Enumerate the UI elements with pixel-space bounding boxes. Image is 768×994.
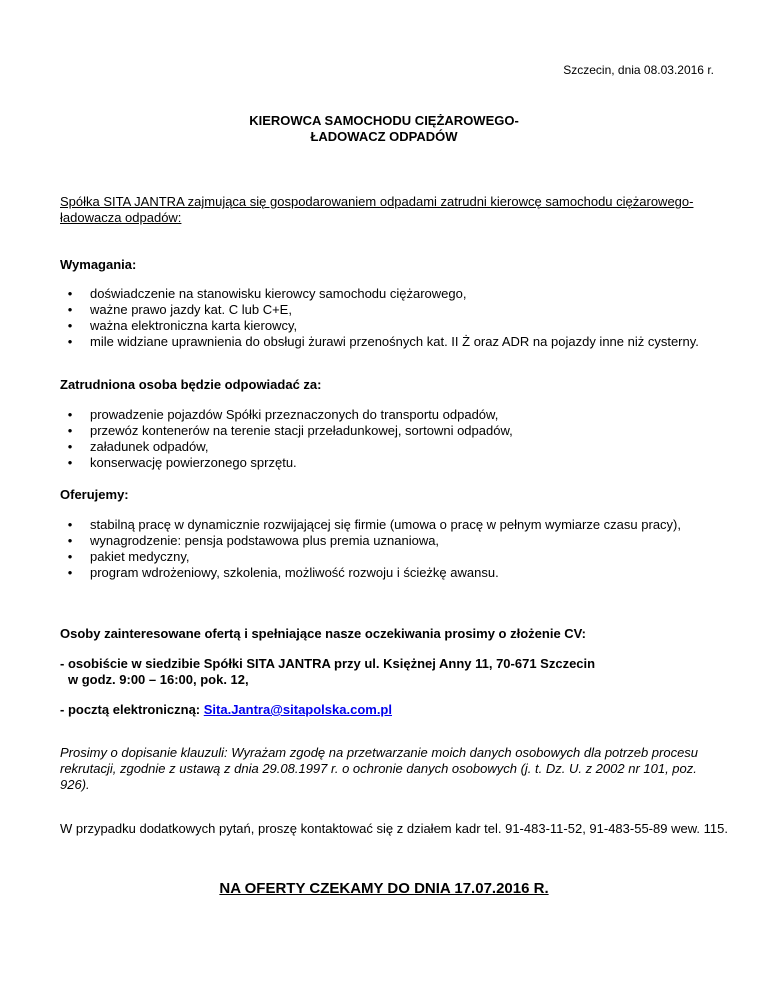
email-prefix: - pocztą elektroniczną: xyxy=(60,702,204,717)
offer-heading: Oferujemy: xyxy=(60,487,129,502)
list-item: • stabilną pracę w dynamicznie rozwijającej się firmie (umowa o pracę w pełnym wymiarze czasu pracy), xyxy=(60,517,720,533)
job-title xyxy=(0,113,768,145)
application-request: Osoby zainteresowane ofertą i spełniające nasze oczekiwania prosimy o złożenie CV: xyxy=(60,626,586,641)
bullet-icon: • xyxy=(67,565,73,580)
list-item: • załadunek odpadów, xyxy=(60,439,720,455)
list-item: • doświadczenie na stanowisku kierowcy samochodu ciężarowego, xyxy=(60,286,720,302)
list-item: • przewóz kontenerów na terenie stacji przeładunkowej, sortowni odpadów, xyxy=(60,423,720,439)
bullet-icon: • xyxy=(67,517,73,532)
list-item: • wynagrodzenie: pensja podstawowa plus premia uznaniowa, xyxy=(60,533,720,549)
application-in-person-line-2: w godz. 9:00 – 16:00, pok. 12, xyxy=(68,672,249,687)
bullet-icon: • xyxy=(67,286,73,301)
list-item: • ważne prawo jazdy kat. C lub C+E, xyxy=(60,302,720,318)
list-item: • pakiet medyczny, xyxy=(60,549,720,565)
job-title-line-2: ŁADOWACZ ODPADÓW xyxy=(310,129,458,144)
application-email-line xyxy=(60,702,720,718)
list-item: • ważna elektroniczna karta kierowcy, xyxy=(60,318,720,334)
job-title-line-1: KIEROWCA SAMOCHODU CIĘŻAROWEGO- xyxy=(249,113,519,128)
requirements-heading: Wymagania: xyxy=(60,257,137,272)
bullet-icon: • xyxy=(67,334,73,349)
list-item: • program wdrożeniowy, szkolenia, możliwość rozwoju i ścieżkę awansu. xyxy=(60,565,720,581)
requirements-list xyxy=(60,286,720,350)
bullet-icon: • xyxy=(67,549,73,564)
intro-paragraph: Spółka SITA JANTRA zajmująca się gospodarowaniem odpadami zatrudni kierowcę samochodu ciężarowego-ładowacza odpadów: xyxy=(60,194,694,225)
list-item: • konserwację powierzonego sprzętu. xyxy=(60,455,720,471)
application-in-person-line-1: - osobiście w siedzibie Spółki SITA JANTRA przy ul. Księżnej Anny 11, 70-671 Szczecin xyxy=(60,656,596,671)
privacy-clause: Prosimy o dopisanie klauzuli: Wyrażam zgodę na przetwarzanie moich danych osobowych dla potrzeb procesu rekrutacji, zgodnie z ustawą z dnia 29.08.1997 r. o ochronie danych osobowych (j. t. Dz. U. z 2002 nr 101, poz. 926). xyxy=(60,745,699,792)
deadline-notice: NA OFERTY CZEKAMY DO DNIA 17.07.2016 R. xyxy=(219,880,549,897)
bullet-icon: • xyxy=(67,455,73,470)
bullet-icon: • xyxy=(67,439,73,454)
responsibilities-heading: Zatrudniona osoba będzie odpowiadać za: xyxy=(60,377,322,392)
contact-info: W przypadku dodatkowych pytań, proszę kontaktować się z działem kadr tel. 91-483-11-52, 91-483-55-89 wew. 115. xyxy=(60,821,728,836)
list-item: • prowadzenie pojazdów Spółki przeznaczonych do transportu odpadów, xyxy=(60,407,720,423)
responsibilities-list xyxy=(60,407,720,471)
bullet-icon: • xyxy=(67,407,73,422)
list-item: • mile widziane uprawnienia do obsługi żurawi przenośnych kat. II Ż oraz ADR na pojazdy inne niż cysterny. xyxy=(60,334,720,350)
bullet-icon: • xyxy=(67,302,73,317)
bullet-icon: • xyxy=(67,533,73,548)
bullet-icon: • xyxy=(67,318,73,333)
offer-list xyxy=(60,517,720,581)
email-link[interactable]: Sita.Jantra@sitapolska.com.pl xyxy=(203,702,392,717)
bullet-icon: • xyxy=(67,423,73,438)
document-date: Szczecin, dnia 08.03.2016 r. xyxy=(563,63,714,77)
